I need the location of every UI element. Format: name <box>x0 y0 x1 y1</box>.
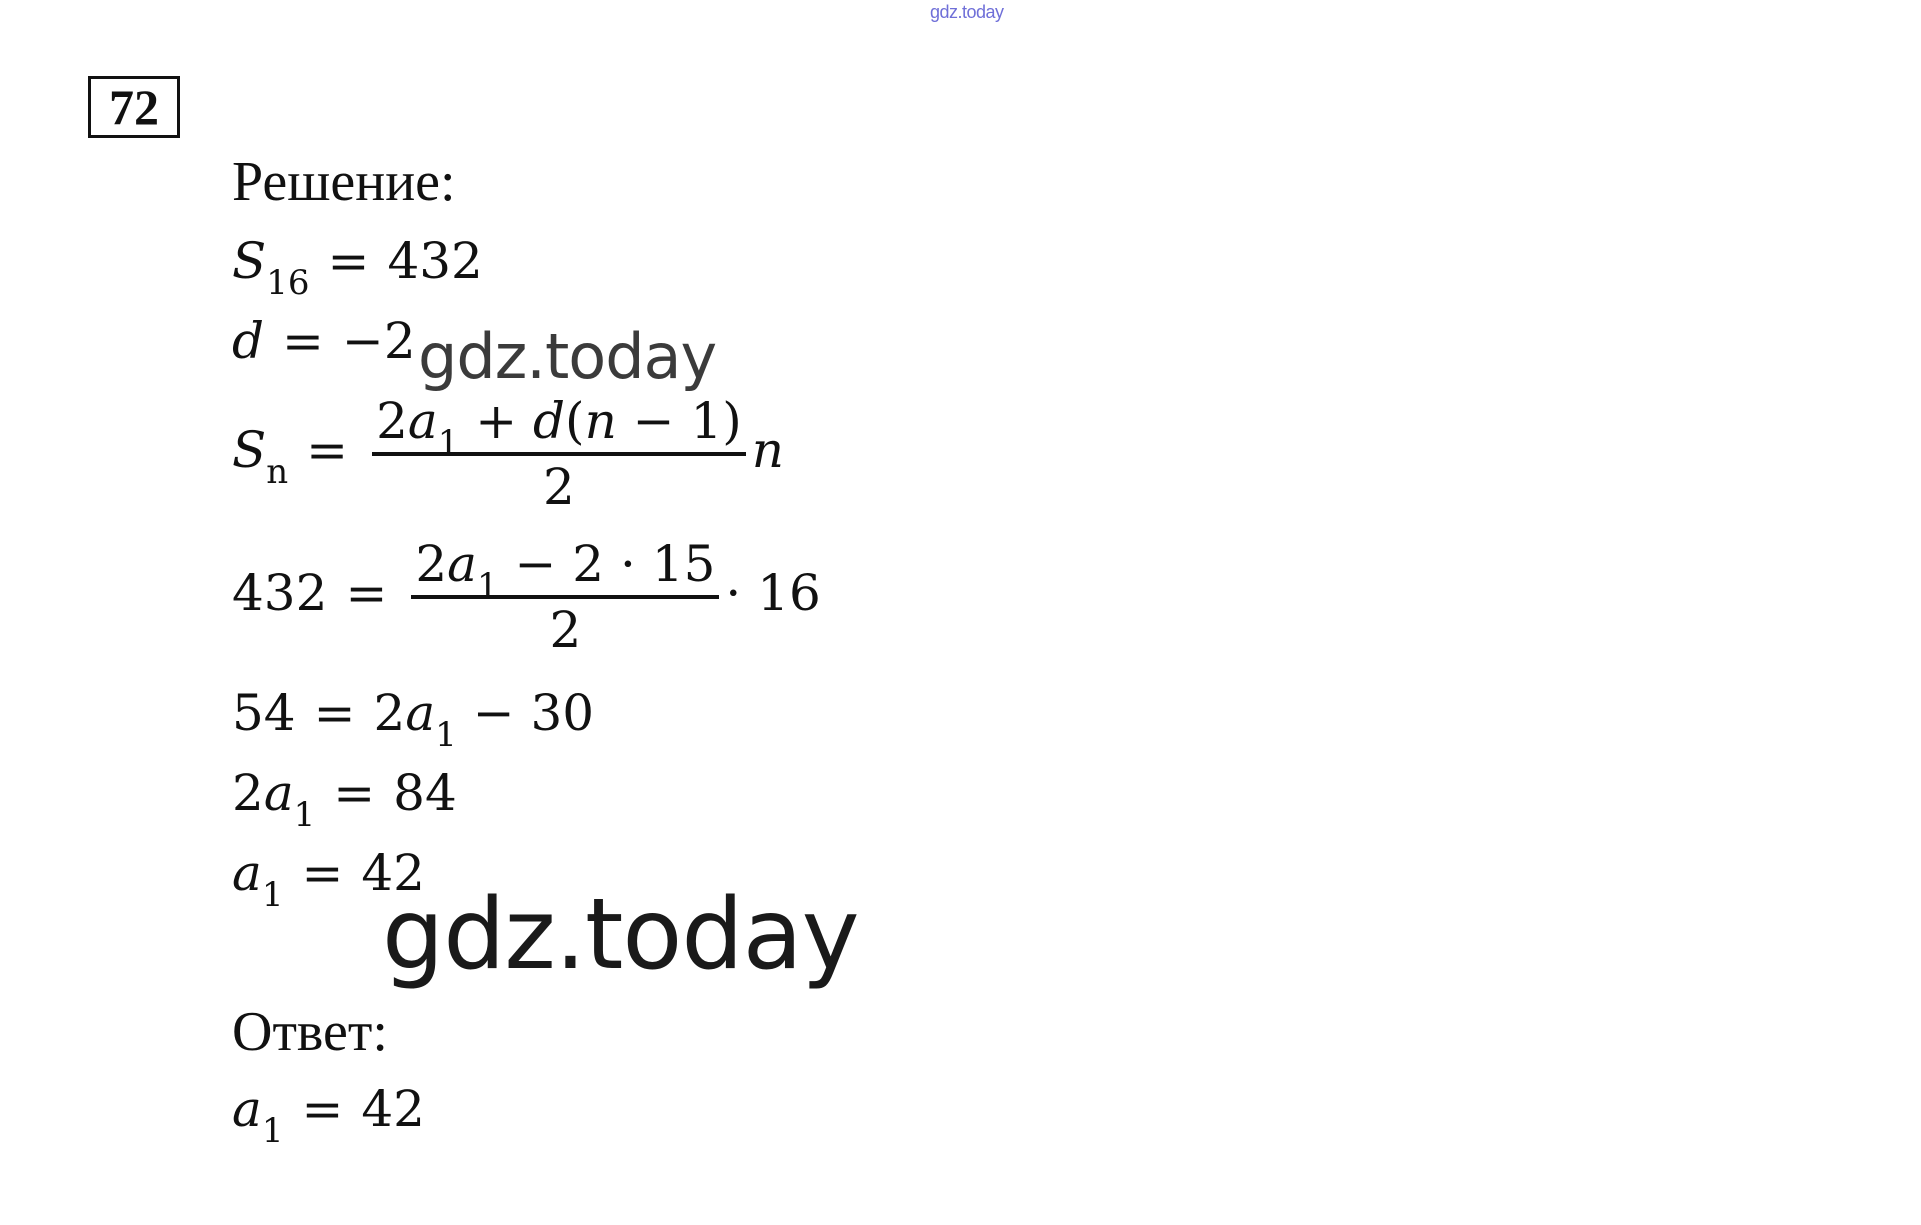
equals-sign: = <box>313 684 356 742</box>
equation-54: $54 = 2a_1 - 30$ <box>232 684 595 755</box>
value: 42 <box>361 844 425 902</box>
problem-number-box: 72 <box>88 76 180 138</box>
fraction <box>411 535 719 659</box>
equation-2a1: $2a_1 = 84$ <box>232 764 457 835</box>
var-a: a <box>263 764 294 822</box>
value: 432 <box>387 232 483 290</box>
subscript: 16 <box>266 263 310 303</box>
lhs-value: 432 <box>232 564 328 622</box>
equation-s16 <box>232 232 483 303</box>
subscript: n <box>266 452 289 492</box>
answer-equation <box>232 1080 425 1151</box>
solution-label: Решение: <box>232 151 456 213</box>
numerator: $2a_1 + d(n - 1)$ <box>372 392 746 456</box>
equals-sign: = <box>333 764 376 822</box>
var-a: a <box>232 844 262 902</box>
equation-sum-formula <box>232 392 784 516</box>
subscript: 1 <box>261 875 284 915</box>
subscript: 1 <box>293 795 316 835</box>
var-a: a <box>232 1080 262 1138</box>
equals-sign: = <box>327 232 370 290</box>
denominator: 2 <box>549 601 582 659</box>
answer-label: Ответ: <box>232 1001 388 1063</box>
var-a: a <box>405 684 436 742</box>
multiplier: · 16 <box>725 564 821 622</box>
value: 84 <box>393 764 457 822</box>
var-n: n <box>751 421 784 479</box>
denominator: 2 <box>543 458 575 516</box>
equals-sign: = <box>301 1080 344 1138</box>
watermark-large: gdz.today <box>382 878 859 992</box>
fraction <box>372 392 746 516</box>
top-watermark: gdz.today <box>930 2 1004 22</box>
equation-substitution <box>232 535 821 659</box>
equals-sign: = <box>345 564 388 622</box>
value: −2 <box>341 312 416 370</box>
watermark-middle: gdz.today <box>418 320 717 393</box>
equation-d <box>232 312 416 370</box>
var-d: d <box>232 312 265 370</box>
numerator: $2a_1 - 2 \cdot 15$ <box>411 535 719 599</box>
value: 42 <box>361 1080 425 1138</box>
var-s: S <box>232 232 267 290</box>
equals-sign: = <box>301 844 344 902</box>
lhs-value: 54 <box>232 684 296 742</box>
equals-sign: = <box>282 312 324 370</box>
subscript: 1 <box>261 1111 284 1151</box>
subscript: 1 <box>435 715 457 755</box>
var-s: S <box>232 421 267 479</box>
equals-sign: = <box>306 421 349 479</box>
